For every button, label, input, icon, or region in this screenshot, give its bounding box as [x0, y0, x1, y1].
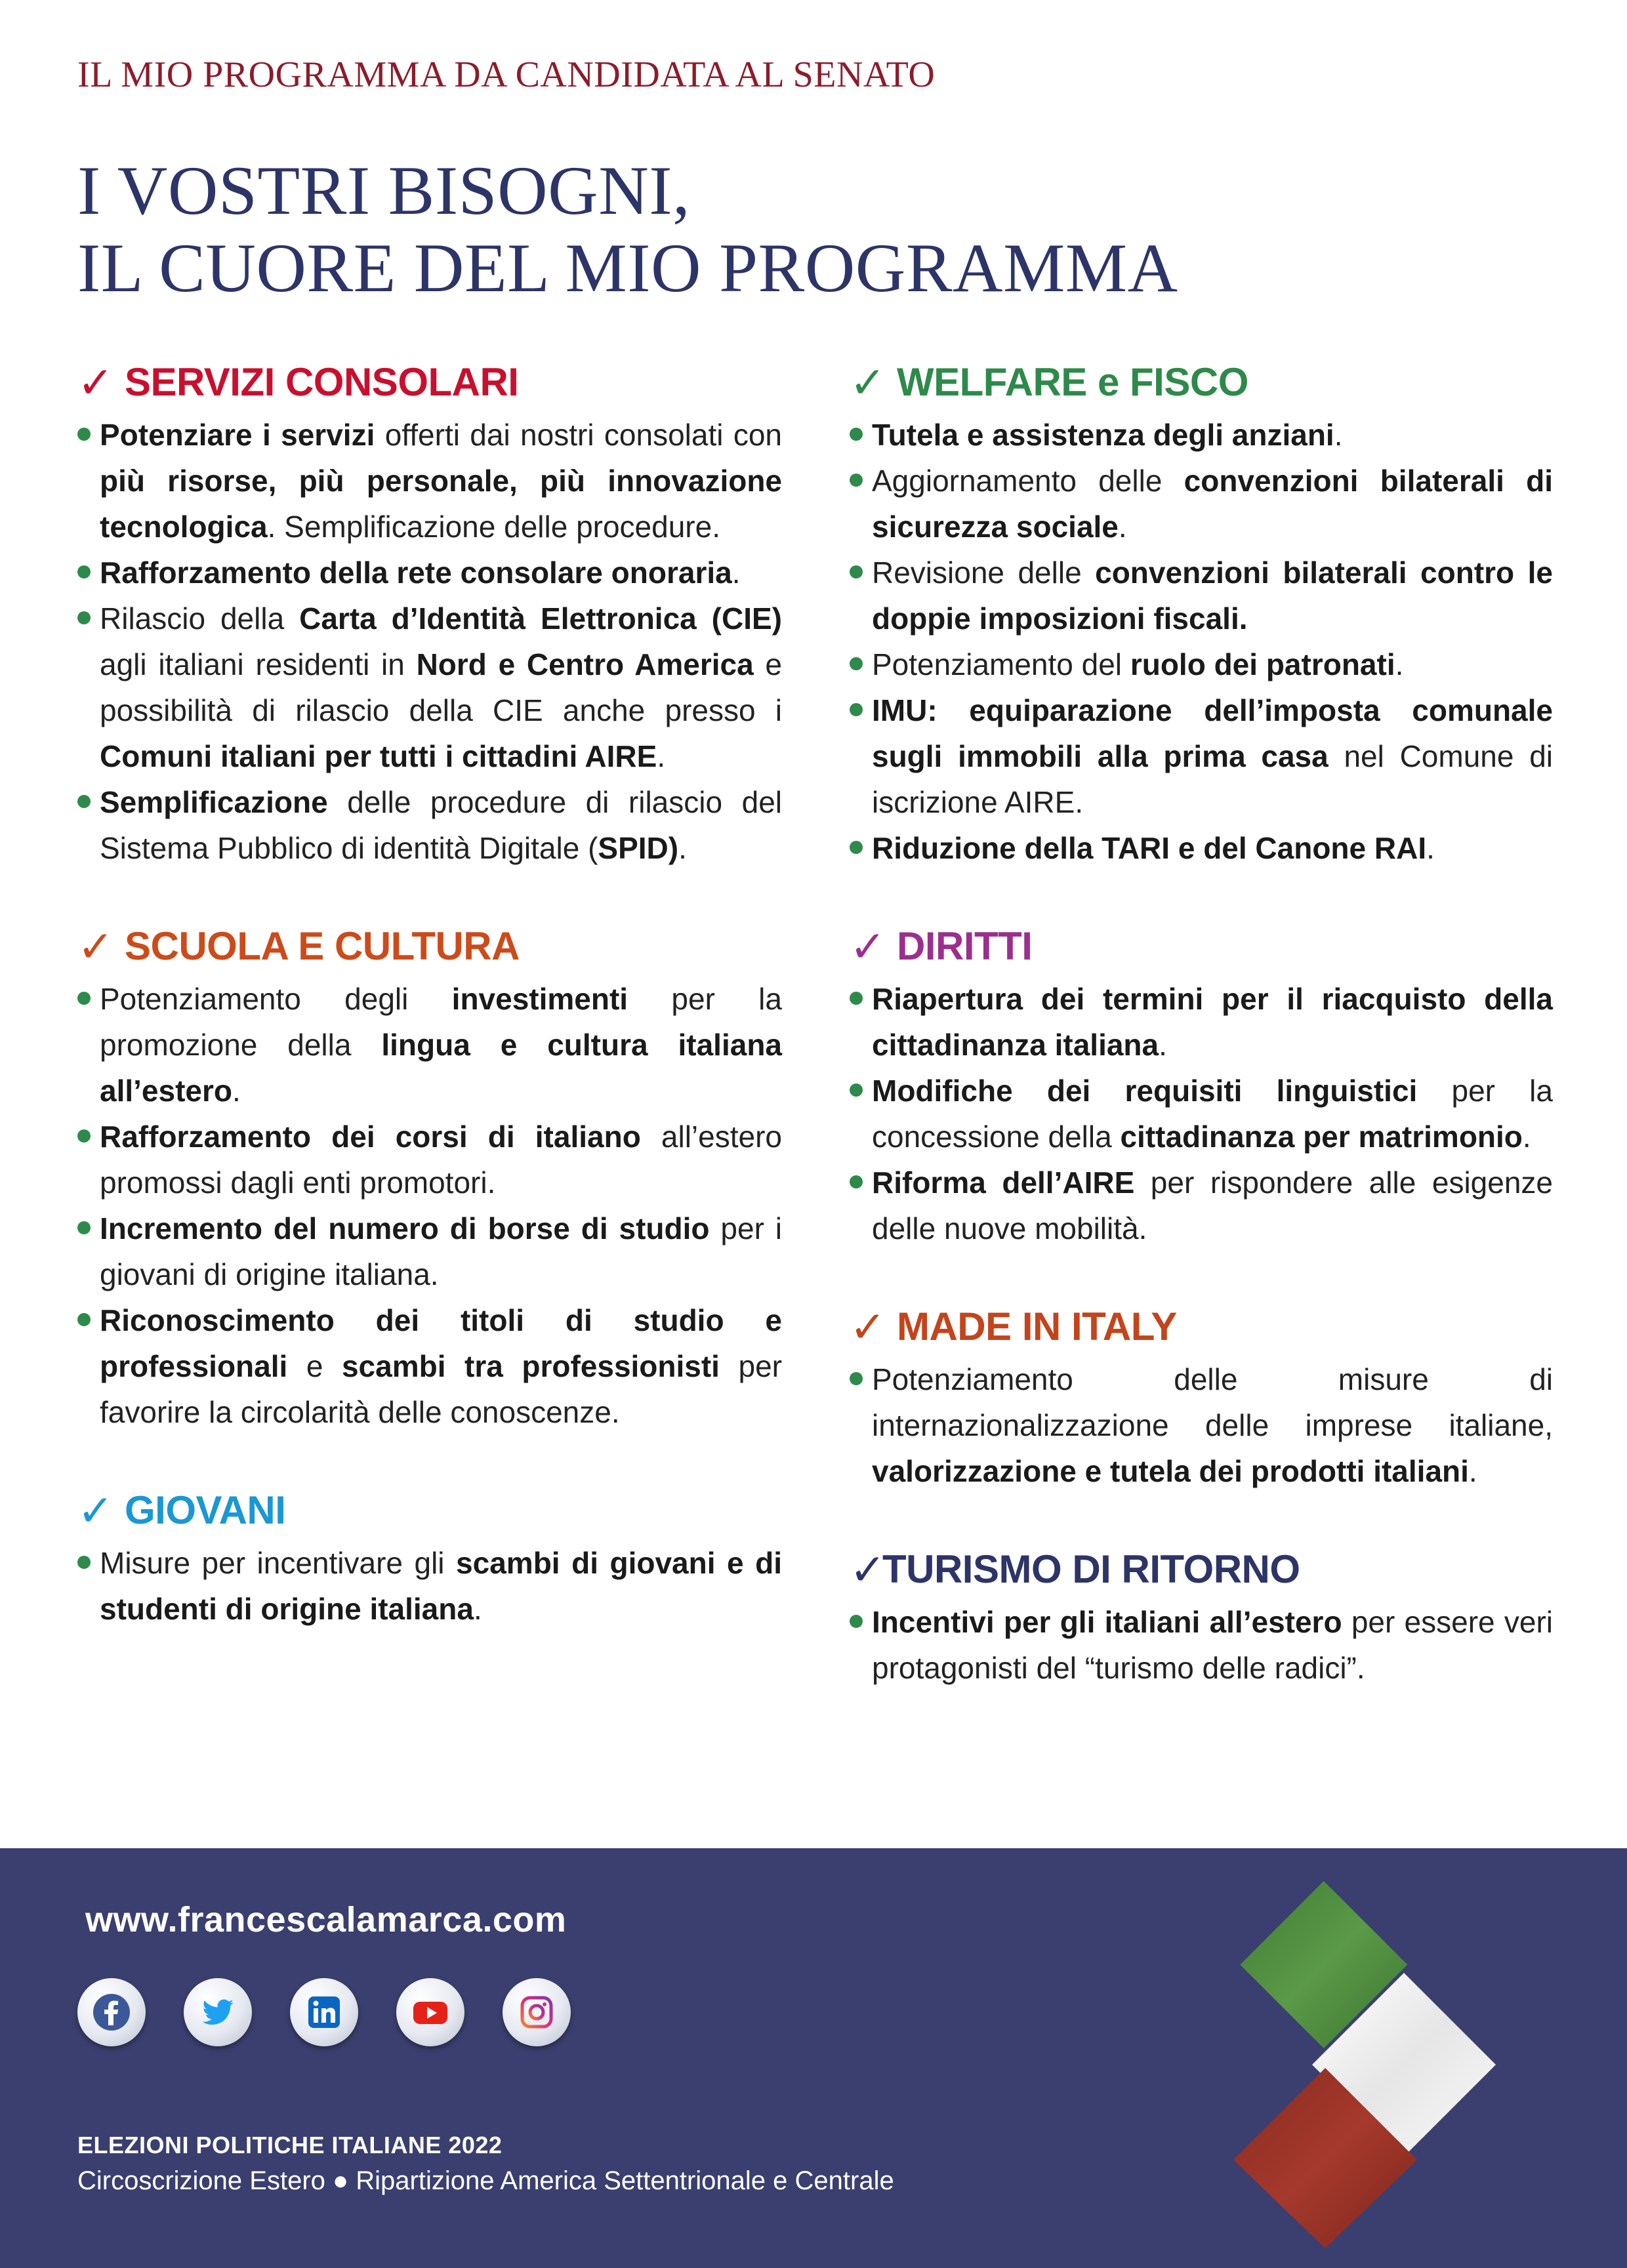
- bold-segment: investimenti: [451, 982, 628, 1016]
- checkmark-icon: ✓: [77, 358, 113, 407]
- list-item: [850, 825, 1553, 871]
- text-segment: offerti dai nostri consolati con: [375, 418, 782, 452]
- list-item: [77, 1205, 782, 1297]
- text-segment: .: [678, 831, 687, 865]
- bold-segment: più risorse, più personale, più innovazione tecnologica: [100, 464, 782, 544]
- text-segment: Potenziamento delle misure di internazionalizzazione delle imprese italiane,: [872, 1362, 1553, 1442]
- list-item: [77, 596, 782, 779]
- section-heading: [850, 1540, 1553, 1599]
- checkmark-icon: ✓: [850, 922, 886, 971]
- section-title: WELFARE e FISCO: [897, 360, 1248, 404]
- checkmark-icon: ✓: [850, 358, 886, 407]
- list-item-text: [872, 1362, 1553, 1488]
- bold-segment: SPID): [598, 831, 679, 865]
- section-heading: [850, 1297, 1553, 1356]
- text-segment: Revisione delle: [872, 556, 1096, 590]
- bullet-icon: [77, 1313, 91, 1326]
- list-item: [850, 1599, 1553, 1691]
- list-item-text: [872, 556, 1553, 636]
- list-item: [850, 1068, 1553, 1160]
- text-segment: Rilascio della: [100, 601, 300, 636]
- text-segment: all’estero promossi dagli enti promotori.: [100, 1120, 783, 1200]
- twitter-icon[interactable]: [184, 1978, 252, 2046]
- list-item-text: [872, 464, 1553, 544]
- list-item: [850, 458, 1553, 550]
- bullet-icon: [850, 1615, 863, 1628]
- section-made-in-italy: [850, 1297, 1553, 1494]
- text-segment: .: [731, 556, 741, 590]
- section-list: [850, 1599, 1553, 1691]
- bold-segment: Incremento del numero di borse di studio: [100, 1211, 710, 1245]
- bold-segment: convenzioni bilaterali di sicurezza sociale: [872, 464, 1554, 544]
- facebook-glyph: [91, 1991, 133, 2033]
- bullet-icon: [77, 795, 91, 808]
- text-segment: e: [287, 1349, 342, 1383]
- text-segment: per essere veri protagonisti del “turismo delle radici”.: [872, 1605, 1553, 1685]
- section-title: GIOVANI: [125, 1488, 286, 1532]
- bold-segment: Potenziare i servizi: [100, 418, 375, 452]
- italian-flag-diamonds-logo: [1233, 1881, 1522, 2248]
- facebook-icon[interactable]: [77, 1978, 146, 2046]
- section-list: [77, 412, 782, 871]
- twitter-glyph: [197, 1991, 239, 2033]
- election-title: ELEZIONI POLITICHE ITALIANE 2022: [77, 2132, 503, 2158]
- bullet-icon: [850, 1175, 863, 1188]
- text-segment: nel Comune di iscrizione AIRE.: [872, 739, 1553, 819]
- linkedin-icon[interactable]: [290, 1978, 358, 2046]
- section-diritti: [850, 917, 1553, 1251]
- bold-segment: lingua e cultura italiana all’estero: [100, 1028, 783, 1108]
- bold-segment: scambi di giovani e di studenti di origine italiana: [100, 1546, 782, 1626]
- bold-segment: Riduzione della TARI e del Canone RAI: [872, 831, 1427, 865]
- page-title: [77, 152, 1178, 307]
- list-item: [850, 1160, 1553, 1251]
- bullet-icon: [850, 474, 863, 487]
- list-item: [850, 550, 1553, 641]
- circoscrizione-text: Circoscrizione Estero ● Ripartizione America Settentrionale e Centrale: [77, 2166, 894, 2195]
- list-item: [850, 641, 1553, 687]
- list-item: [77, 1297, 782, 1435]
- section-title: TURISMO DI RITORNO: [882, 1547, 1300, 1591]
- text-segment: .: [1118, 510, 1127, 544]
- section-list: [77, 976, 782, 1435]
- header-kicker: IL MIO PROGRAMMA DA CANDIDATA AL SENATO: [77, 54, 936, 95]
- list-item-text: [872, 1605, 1553, 1685]
- right-column: [850, 353, 1553, 1737]
- bold-segment: IMU: equiparazione dell’imposta comunale sugli immobili alla prima casa: [872, 693, 1553, 773]
- list-item: [850, 412, 1553, 458]
- text-segment: Misure per incentivare gli: [100, 1546, 457, 1580]
- section-title: SCUOLA E CULTURA: [125, 924, 520, 968]
- bold-segment: Comuni italiani per tutti i cittadini AIRE: [100, 739, 657, 773]
- bullet-icon: [850, 565, 863, 578]
- bullet-icon: [850, 1372, 863, 1385]
- footer: [0, 1848, 1627, 2268]
- bold-segment: Nord e Centro America: [416, 647, 754, 681]
- list-item: [77, 1114, 782, 1205]
- list-item-text: [872, 982, 1553, 1062]
- youtube-icon[interactable]: [396, 1978, 464, 2046]
- list-item-text: [872, 831, 1435, 865]
- bold-segment: Rafforzamento della rete consolare onoraria: [100, 556, 732, 590]
- text-segment: per la promozione della: [100, 982, 782, 1062]
- section-welfare-e-fisco: [850, 353, 1553, 871]
- text-segment: . Semplificazione delle procedure.: [267, 510, 720, 544]
- section-heading: [850, 917, 1553, 976]
- list-item-text: [872, 693, 1553, 819]
- bullet-icon: [77, 428, 91, 441]
- bold-segment: Carta d’Identità Elettronica (CIE): [299, 601, 782, 636]
- list-item-text: [100, 982, 782, 1108]
- page-title-line-2: IL CUORE DEL MIO PROGRAMMA: [77, 230, 1178, 306]
- list-item: [77, 550, 782, 596]
- bold-segment: Riconoscimento dei titoli di studio e professionali: [100, 1303, 782, 1383]
- list-item-text: [872, 1074, 1553, 1154]
- social-links: [77, 1978, 571, 2046]
- text-segment: Aggiornamento delle: [872, 464, 1184, 498]
- list-item: [850, 976, 1553, 1068]
- bold-segment: Rafforzamento dei corsi di italiano: [100, 1120, 641, 1154]
- list-item-text: [100, 1211, 782, 1291]
- section-heading: [850, 353, 1553, 412]
- text-segment: delle procedure di rilascio del Sistema Pubblico di identità Digitale (: [100, 785, 782, 865]
- text-segment: e possibilità di rilascio della CIE anche presso i: [100, 647, 782, 727]
- bold-segment: Modifiche dei requisiti linguistici: [872, 1074, 1418, 1108]
- bold-segment: valorizzazione e tutela dei prodotti italiani: [872, 1454, 1469, 1488]
- bold-segment: Riforma dell’AIRE: [872, 1165, 1135, 1200]
- text-segment: .: [232, 1074, 241, 1108]
- bold-segment: convenzioni bilaterali contro le doppie imposizioni fiscali.: [872, 556, 1553, 636]
- text-segment: .: [1522, 1120, 1531, 1154]
- section-list: [850, 976, 1553, 1251]
- list-item-text: [100, 785, 782, 865]
- text-segment: .: [1334, 418, 1343, 452]
- bullet-icon: [77, 565, 91, 578]
- section-heading: [77, 1481, 782, 1540]
- bold-segment: Riapertura dei termini per il riacquisto della cittadinanza italiana: [872, 982, 1553, 1062]
- text-segment: per rispondere alle esigenze delle nuove mobilità.: [872, 1165, 1553, 1245]
- section-heading: [77, 353, 782, 412]
- bullet-icon: [850, 428, 863, 441]
- instagram-icon[interactable]: [503, 1978, 571, 2046]
- text-segment: agli italiani residenti in: [100, 647, 417, 681]
- bullet-icon: [77, 611, 91, 624]
- linkedin-glyph: [303, 1991, 345, 2033]
- list-item-text: [100, 1303, 782, 1429]
- bullet-icon: [850, 703, 863, 716]
- bullet-icon: [77, 1556, 91, 1569]
- text-segment: .: [1426, 831, 1435, 865]
- bold-segment: Tutela e assistenza degli anziani: [872, 418, 1334, 452]
- youtube-glyph: [409, 1991, 451, 2033]
- bullet-icon: [77, 1221, 91, 1234]
- list-item-text: [872, 1165, 1553, 1245]
- checkmark-icon: ✓: [850, 1545, 886, 1594]
- section-list: [77, 1540, 782, 1632]
- text-segment: per favorire la circolarità delle conoscenze.: [100, 1349, 782, 1429]
- list-item-text: [100, 1546, 782, 1626]
- page-title-line-1: I VOSTRI BISOGNI,: [77, 152, 691, 229]
- text-segment: .: [657, 739, 666, 773]
- list-item: [77, 412, 782, 550]
- list-item: [77, 1540, 782, 1632]
- bold-segment: Incentivi per gli italiani all’estero: [872, 1605, 1342, 1639]
- checkmark-icon: ✓: [77, 922, 113, 971]
- section-list: [850, 412, 1553, 871]
- checkmark-icon: ✓: [850, 1303, 886, 1351]
- bullet-icon: [850, 657, 863, 670]
- text-segment: Potenziamento degli: [100, 982, 452, 1016]
- text-segment: .: [1468, 1454, 1477, 1488]
- list-item-text: [872, 418, 1343, 452]
- list-item: [77, 779, 782, 871]
- text-segment: .: [1159, 1028, 1167, 1062]
- bold-segment: cittadinanza per matrimonio: [1120, 1120, 1523, 1154]
- list-item-text: [100, 1120, 782, 1200]
- section-title: DIRITTI: [897, 924, 1033, 968]
- checkmark-icon: ✓: [77, 1486, 113, 1535]
- bold-segment: Semplificazione: [100, 785, 328, 819]
- bold-segment: scambi tra professionisti: [341, 1349, 720, 1383]
- section-title: SERVIZI CONSOLARI: [125, 360, 519, 404]
- list-item-text: [872, 647, 1403, 681]
- section-turismo-di-ritorno: [850, 1540, 1553, 1691]
- bullet-icon: [77, 992, 91, 1005]
- text-segment: per la concessione della: [872, 1074, 1553, 1154]
- section-giovani: [77, 1481, 782, 1632]
- list-item: [77, 976, 782, 1114]
- list-item-text: [100, 601, 782, 773]
- list-item: [850, 687, 1553, 825]
- text-segment: Potenziamento del: [872, 647, 1130, 681]
- text-segment: per i giovani di origine italiana.: [100, 1211, 783, 1291]
- text-segment: .: [473, 1592, 482, 1626]
- section-servizi-consolari: [77, 353, 782, 871]
- bold-segment: ruolo dei patronati: [1130, 647, 1395, 681]
- bullet-icon: [850, 992, 863, 1005]
- list-item: [850, 1356, 1553, 1494]
- section-heading: [77, 917, 782, 976]
- section-title: MADE IN ITALY: [897, 1305, 1177, 1348]
- list-item-text: [100, 418, 782, 544]
- left-column: [77, 353, 782, 1678]
- instagram-glyph: [516, 1991, 558, 2033]
- text-segment: .: [1395, 647, 1404, 681]
- section-scuola-e-cultura: [77, 917, 782, 1435]
- section-list: [850, 1356, 1553, 1494]
- bullet-icon: [77, 1129, 91, 1143]
- bullet-icon: [850, 1083, 863, 1097]
- bullet-icon: [850, 841, 863, 854]
- list-item-text: [100, 556, 741, 590]
- website-link[interactable]: www.francescalamarca.com: [85, 1900, 567, 1939]
